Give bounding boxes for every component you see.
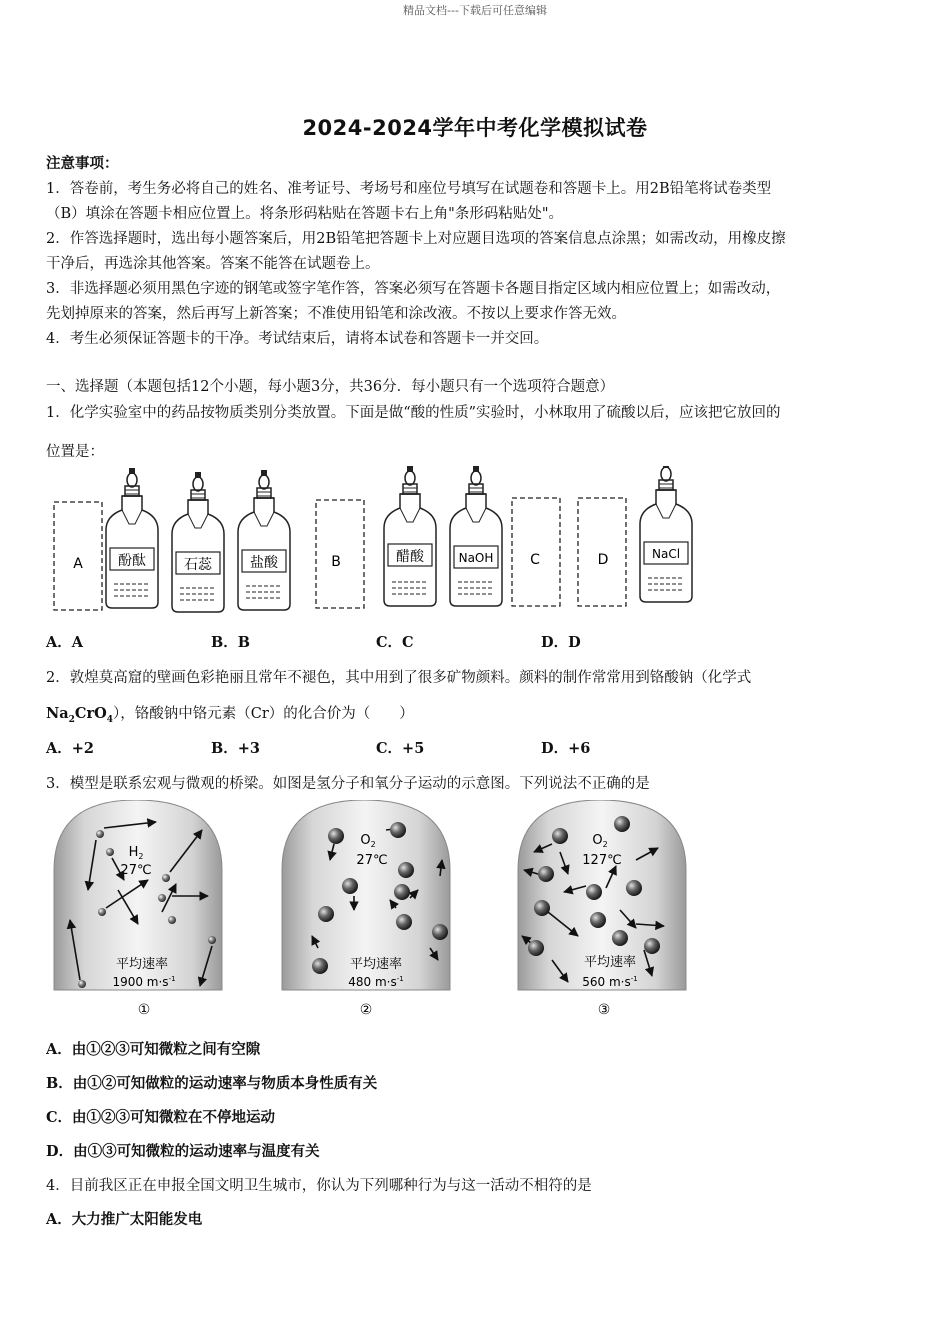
gas-formula: O xyxy=(360,833,371,848)
panel-hydrogen-27c xyxy=(54,800,222,1018)
molecule-motion-figure xyxy=(52,800,692,1022)
bottle-label: 醋酸 xyxy=(396,549,424,565)
notice-line: 4．考生必须保证答题卡的干净。考试结束后，请将本试卷和答题卡一并交回。 xyxy=(46,331,549,347)
reagent-shelf-figure xyxy=(46,466,696,616)
rate-exponent: -1 xyxy=(396,975,404,983)
panel-oxygen-127c xyxy=(518,800,686,1018)
notice-line: （B）填涂在答题卡相应位置上。将条形码粘贴在答题卡右上角"条形码粘贴处"。 xyxy=(46,206,563,222)
option-d[interactable]: D．由①③可知微粒的运动速率与温度有关 xyxy=(46,1143,320,1160)
option-d[interactable]: D．D xyxy=(541,634,581,651)
gas-subscript: 2 xyxy=(138,852,144,861)
gas-formula: H xyxy=(128,845,139,860)
gas-subscript: 2 xyxy=(370,840,376,849)
temperature: 127℃ xyxy=(582,853,622,868)
page-header: 精品文档---下载后可任意编辑 xyxy=(403,4,547,17)
option-a[interactable]: A．A xyxy=(46,634,84,651)
formula-element: Na xyxy=(46,705,69,722)
slot-c-label: C xyxy=(530,552,540,568)
bottle-sodium-hydroxide xyxy=(450,466,502,606)
bottle-label: 盐酸 xyxy=(250,555,278,571)
notice-line: 2．作答选择题时，选出每小题答案后，用2B铅笔把答题卡上对应题目选项的答案信息点涂黑；如需改动，用橡皮擦 xyxy=(46,231,786,247)
temperature: 27℃ xyxy=(356,853,388,868)
svg-text:1900 m·s-1 xyxy=(112,975,175,989)
slot-b-label: B xyxy=(331,554,341,570)
rate-label: 平均速率 xyxy=(583,955,637,970)
option-c[interactable]: C．+5 xyxy=(376,740,425,757)
option-a[interactable]: A．+2 xyxy=(46,740,94,757)
option-b[interactable]: B．B xyxy=(211,634,251,651)
panel-number: ③ xyxy=(597,1002,611,1018)
question-1-stem: 1．化学实验室中的药品按物质类别分类放置。下面是做“酸的性质”实验时，小林取用了硫酸以后，应该把它放回的 xyxy=(46,405,781,421)
bottle-acetic-acid xyxy=(384,466,436,606)
notice-heading: 注意事项： xyxy=(46,155,119,172)
svg-text:560 m·s-1 xyxy=(582,975,637,989)
question-2-stem: 2．敦煌莫高窟的壁画色彩艳丽且常年不褪色，其中用到了很多矿物颜料。颜料的制作常常用到铬酸钠（化学式 xyxy=(46,670,752,686)
gas-formula: O xyxy=(592,833,603,848)
question-2-stem-cont xyxy=(46,702,414,725)
question-3-stem: 3．模型是联系宏观与微观的桥梁。如图是氢分子和氧分子运动的示意图。下列说法不正确的是 xyxy=(46,776,650,792)
bottle-litmus xyxy=(172,472,224,612)
gas-subscript: 2 xyxy=(602,840,608,849)
question-4-stem: 4．目前我区正在申报全国文明卫生城市，你认为下列哪种行为与这一活动不相符的是 xyxy=(46,1178,592,1194)
section-heading: 一、选择题（本题包括12个小题，每小题3分，共36分．每小题只有一个选项符合题意） xyxy=(46,379,615,395)
notice-line: 干净后，再选涂其他答案。答案不能答在试题卷上。 xyxy=(46,256,380,272)
formula-subscript: 2 xyxy=(68,714,75,725)
rate-exponent: -1 xyxy=(630,975,638,983)
option-b[interactable]: B．+3 xyxy=(211,740,260,757)
panel-number: ② xyxy=(359,1002,373,1018)
option-c[interactable]: C．C xyxy=(376,634,414,651)
bottle-phenolphthalein xyxy=(106,468,158,608)
formula-subscript: 4 xyxy=(106,714,113,725)
rate-exponent: -1 xyxy=(168,975,176,983)
panel-number: ① xyxy=(137,1002,151,1018)
notice-line: 先划掉原来的答案，然后再写上新答案；不准使用铅笔和涂改液。不按以上要求作答无效。 xyxy=(46,306,626,322)
temperature: 27℃ xyxy=(120,863,152,878)
slot-a-label: A xyxy=(73,556,83,572)
option-c[interactable]: C．由①②③可知微粒在不停地运动 xyxy=(46,1109,276,1126)
question-2-stem-rest: ），铬酸钠中铬元素（Cr）的化合价为（ ） xyxy=(113,706,414,722)
bottle-label: 酚酞 xyxy=(118,553,146,569)
notice-line: 1．答卷前，考生务必将自己的姓名、准考证号、考场号和座位号填写在试题卷和答题卡上。用2B铅笔将试卷类型 xyxy=(46,181,772,197)
option-b[interactable]: B．由①②可知做粒的运动速率与物质本身性质有关 xyxy=(46,1075,378,1092)
rate-value: 1900 m·s xyxy=(112,975,169,989)
rate-value: 480 m·s xyxy=(348,975,397,989)
bottle-label: NaOH xyxy=(458,551,494,565)
bottle-hydrochloric-acid xyxy=(238,470,290,610)
panel-oxygen-27c xyxy=(282,800,450,1018)
notice-line: 3．非选择题必须用黑色字迹的钢笔或签字笔作答，答案必须写在答题卡各题目指定区域内相应位置上；如需改动， xyxy=(46,281,781,297)
bottle-sodium-chloride xyxy=(640,466,692,602)
slot-d-label: D xyxy=(597,552,609,568)
option-a[interactable]: A．大力推广太阳能发电 xyxy=(46,1211,203,1228)
formula-element: CrO xyxy=(74,705,107,722)
bottle-label: NaCl xyxy=(651,547,681,561)
bottle-label: 石蕊 xyxy=(184,557,212,573)
question-1-stem-cont: 位置是： xyxy=(46,444,104,460)
page-title: 2024-2024学年中考化学模拟试卷 xyxy=(302,116,648,140)
rate-label: 平均速率 xyxy=(349,957,403,972)
rate-label: 平均速率 xyxy=(115,957,169,972)
option-a[interactable]: A．由①②③可知微粒之间有空隙 xyxy=(46,1041,261,1058)
svg-text:480 m·s-1 xyxy=(348,975,403,989)
rate-value: 560 m·s xyxy=(582,975,631,989)
option-d[interactable]: D．+6 xyxy=(541,740,591,757)
